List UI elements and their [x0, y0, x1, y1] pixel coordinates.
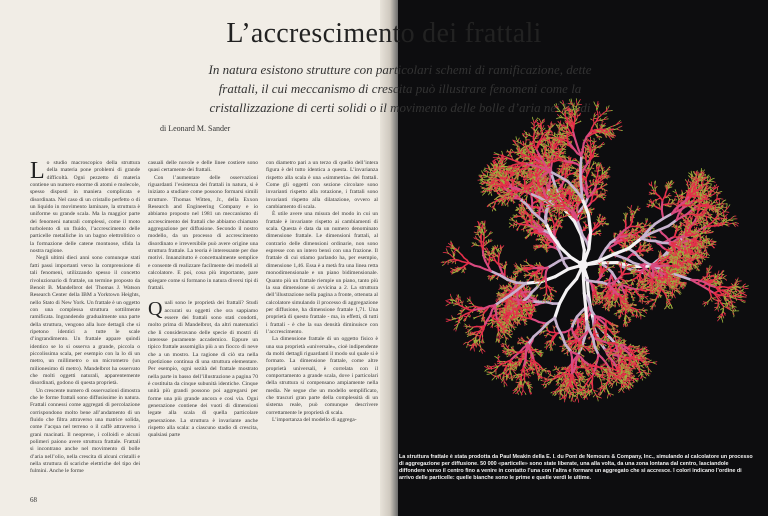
drop-cap: L: [30, 161, 45, 181]
fractal-segment: [675, 297, 676, 298]
fractal-segment: [706, 252, 707, 253]
text-column-1: [30, 160, 140, 476]
fractal-segment: [715, 286, 716, 287]
fractal-segment: [680, 294, 681, 295]
fractal-segment: [679, 279, 680, 280]
fractal-segment: [672, 297, 673, 298]
paragraph: Negli ultimi dieci anni sono comunque stati fatti passi importanti verso la comprensione di tali fenomeni, utilizzando spesso il concetto rivoluzionario di frattale, un termine proposto da Benoit B. Mandelbrot del Thomas J. Watson Research Center della IBM a Yorktown Heights, nello Stato di New York. Un frattale è un oggetto con una complessa struttura sottilmente ramificata. Ingrandendo gradualmente una parte della struttura, vengono alla luce dettagli che si ripetono identici a tutte le scale d’ingrandimento. Un frattale appare quindi identico se lo si osserva a grande, piccola o piccolissima scala, per esempio con la lo di un metro, un millimetro o un micrometro (un milionesimo di metro). Mandelbrot ha osservato che molti oggetti naturali, apparentemente disordinati, godono di questa proprietà.: [30, 255, 140, 387]
fractal-segment: [669, 308, 670, 309]
fractal-segment: [718, 320, 719, 321]
fractal-segment: [646, 303, 647, 304]
fractal-branches: [441, 99, 748, 403]
fractal-segment: [682, 218, 683, 219]
fractal-segment: [683, 218, 684, 219]
fractal-segment: [646, 312, 647, 313]
fractal-segment: [681, 276, 691, 279]
fractal-segment: [681, 273, 682, 274]
fractal-segment: [630, 321, 631, 322]
fractal-segment: [652, 304, 653, 305]
fractal-aggregate-image: [398, 90, 768, 450]
fractal-segment: [703, 277, 704, 278]
paragraph: casuali delle nuvole e delle linee costiere sono quasi certamente dei frattali.: [148, 160, 258, 175]
paragraph: [30, 160, 140, 255]
drop-cap: Q: [148, 301, 162, 318]
paragraph: Un crescente numero di osservazioni dimostra che le forme frattali sono diffusissime in natura. Frattali connessi come aggregati di percolazione corrispondono molto bene all’andamento di un fluido che filtra attraverso una matrice solida, come l’acqua nel terreno o il caffè attraverso i grani macinati. Il neoprene, i colloidi e alcuni polimeri paiono avere struttura frattale. Frattali si incontrano anche nel movimento di bolle d’aria nell’olio, nella crescita di alcuni cristalli e nella struttura di scariche elettriche del tipo dei fulmini. Anche le forme: [30, 388, 140, 476]
fractal-segment: [719, 316, 720, 317]
fractal-segment: [647, 299, 648, 300]
paragraph: Con l’aumentare delle osservazioni riguardanti l’esistenza dei frattali in natura, si è iniziato a studiare come possono formarsi simili strutture. Thomas Witten, Jr., della Exxon Research and Engineering Company e io abbiamo proposto nel 1981 un meccanismo di accrescimento dei frattali che abbiamo chiamato aggregazione per diffusione. Secondo il nostro modello, da un processo di accrescimento disordinato e irreversibile può avere origine una struttura frattale. La teoria è interessante per due motivi. Innanzitutto è concettualmente semplice e consente di realizzare facilmente dei modelli al calcolatore. E poi, cosa più importante, pare spiegare come si formano in natura diversi tipi di frattali.: [148, 175, 258, 293]
fractal-segment: [672, 307, 673, 308]
fractal-segment: [707, 254, 708, 255]
fractal-segment: [685, 273, 686, 274]
fractal-segment: [604, 306, 605, 307]
fractal-segment: [643, 308, 644, 309]
fractal-segment: [680, 293, 681, 294]
subtitle-line-1: In natura esistono strutture con particolari schemi di ramificazione, dette: [40, 60, 760, 79]
section-break: [148, 292, 258, 300]
fractal-segment: [715, 310, 716, 311]
fractal-segment: [709, 255, 710, 256]
fractal-segment: [624, 320, 625, 321]
fractal-segment: [644, 316, 645, 317]
paragraph: È utile avere una misura del modo in cui un frattale è invariante rispetto ai cambiamenti di scala. Questa è data da un numero denominato dimensione frattale. Le dimensioni frattali, al contrario delle dimensioni ordinarie, non sono espresse con un intero bensì con una frazione. Il frattale di cui stiamo parlando ha, per esempio, dimensione 1,46. Essa è a metà fra una linea retta monodimensionale e un piano bidimensionale. Quanto più un frattale riempie un piano, tanto più la sua dimensione si avvicina a 2. La struttura dell’illustrazione nella pagina a fronte, ottenuta al calcolatore simulando il processo di aggregazione per diffusione, ha dimensione frattale 1,71. Una proprietà di questo frattale - ma, in effetti, di tutti i frattali - è che la sua densità diminuisce con l’accrescimento.: [266, 211, 378, 336]
article-title: L’accrescimento dei frattali: [0, 18, 768, 50]
fractal-segment: [720, 298, 721, 299]
paragraph-text: o studio macroscopico della struttura della materia pone problemi di grande difficoltà. Ogni pezzetto di materia contiene un numero enorme di atomi e molecole, spesso disposti in maniera complicata e disordinata. Nel caso di un cristallo perfetto o di un liquido in movimento laminare, la struttura è uniforme su grande scala. Ma la maggior parte dei fenomeni naturali complessi, come il moto turbolento di un fluido, l’accrescimento delle particelle metalliche in un bagno elettrolitico o la formazione delle catene montuose, sfida la nostra ragione.: [30, 160, 140, 254]
fractal-segment: [599, 304, 600, 305]
fractal-segment: [623, 324, 624, 325]
text-column-3: [266, 160, 378, 424]
fractal-segment: [634, 316, 635, 317]
fractal-segment: [704, 255, 705, 256]
paragraph: con diametro pari a un terzo di quello dell’intera figura è del tutto identica a questa. L’invarianza rispetto alla scala è una «simmetria» dei frattali. Come gli oggetti con sezione circolare sono invarianti rispetto alla rotazione, i frattali sono invarianti rispetto alla dilatazione, ovvero al cambiamento di scala.: [266, 160, 378, 211]
text-column-2: [148, 160, 258, 440]
paragraph: [148, 300, 258, 440]
fractal-segment: [681, 284, 682, 285]
fractal-segment: [610, 307, 611, 308]
fractal-segment: [674, 289, 675, 290]
paragraph: L’importanza del modello di aggrega-: [266, 417, 378, 424]
subtitle-line-2: frattali, il cui meccanismo di crescita può illustrare fenomeni come la: [40, 79, 760, 98]
subtitle-line-3: cristallizzazione di certi solidi o il movimento delle bolle d’aria nei fluidi: [40, 98, 760, 117]
paragraph-text: uali sono le proprietà dei frattali? Studi accurati su oggetti che ora sappiamo essere dei frattali sono stati condotti, molto prima di Mandelbrot, da altri matematici che li consideravano delle specie di mostri di interesse puramente accademico. Eppure un tipico frattale assomiglia più a un fiocco di neve che a un mostro. La ragione di ciò sta nella ripetizione continua di una struttura elementare. Per esempio, ogni sezità del frattale mostrato nella parte in basso dell’illustrazione a pagina 70 è costituita da cinque subunità identiche. Cinque unità più grandi possono poi aggregarsi per forme una più grande ancora e così via. Ogni generazione contiene dei vuoti di dimensioni legate alla scala di quella particolare generazione. La struttura è invariante anche rispetto alla scala: a ciascuno stadio di crescita, qualsiasi parte: [148, 300, 258, 438]
byline: di Leonard M. Sander: [160, 124, 230, 133]
fractal-segment: [664, 308, 665, 309]
paragraph: La dimensione frattale di un oggetto fisico è una sua proprietà «universale», cioè indipendente da molti dettagli riguardanti il modo sul quale si è formato. La dimensione frattale, come altre proprietà universali, è correlata con il comportamento a grande scala, dove i particolari della struttura si compensano ampiamente nella media. Ne segue che un modello semplificato, che trascuri gran parte della complessità di un sistema reale, può comunque descrivere correttamente le proprietà di scala.: [266, 336, 378, 417]
fractal-segment: [725, 290, 726, 291]
fractal-segment: [668, 304, 669, 305]
fractal-segment: [624, 326, 625, 327]
fractal-segment: [735, 294, 736, 295]
fractal-segment: [721, 309, 722, 310]
page-number: 68: [30, 496, 37, 504]
fractal-segment: [712, 242, 713, 243]
